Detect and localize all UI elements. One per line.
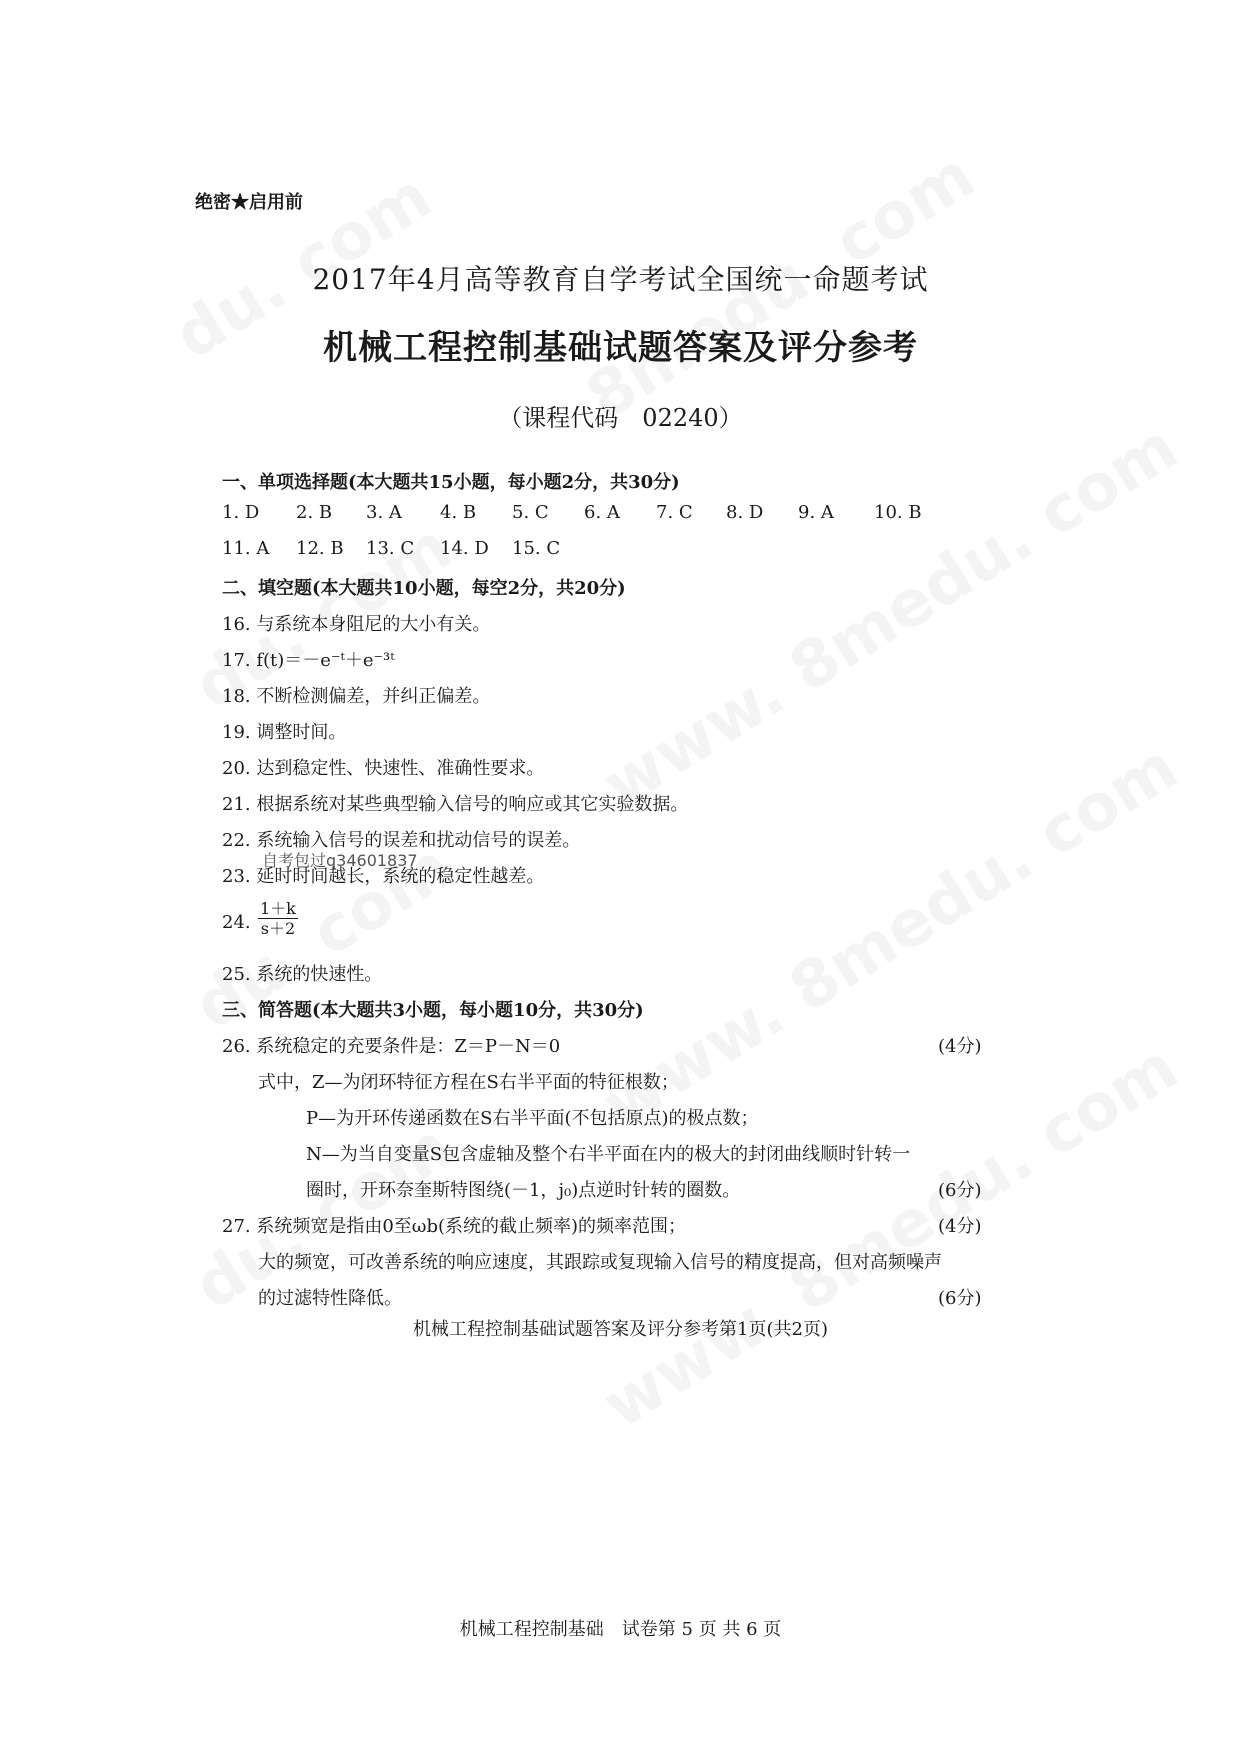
section1-heading: 一、单项选择题(本大题共15小题，每小题2分，共30分) xyxy=(222,472,680,493)
q26-score1: (4分) xyxy=(938,1036,982,1057)
fill-answer-21: 21. 根据系统对某些典型输入信号的响应或其它实验数据。 xyxy=(222,794,689,815)
secret-label: 绝密★启用前 xyxy=(195,192,303,213)
fill-answer-16: 16. 与系统本身阻尼的大小有关。 xyxy=(222,614,491,635)
answer-page-footer: 机械工程控制基础试题答案及评分参考第1页(共2页) xyxy=(413,1319,828,1340)
exam-page-footer: 机械工程控制基础 试卷第 5 页 共 6 页 xyxy=(459,1619,782,1640)
answer-item: 3. A xyxy=(366,502,402,523)
q26-line3: P—为开环传递函数在S右半平面(不包括原点)的极点数； xyxy=(306,1108,759,1129)
document-title: 机械工程控制基础试题答案及评分参考 xyxy=(323,328,918,368)
fraction-denominator: s＋2 xyxy=(260,919,296,938)
exam-title: 2017年4月高等教育自学考试全国统一命题考试 xyxy=(312,263,929,296)
answer-item: 2. B xyxy=(296,502,333,523)
q27-line1: 27. 系统频宽是指由0至ωb(系统的截止频率)的频率范围； xyxy=(222,1216,687,1237)
section3-heading: 三、简答题(本大题共3小题，每小题10分，共30分) xyxy=(222,1000,644,1021)
answer-item: 14. D xyxy=(440,538,489,559)
q26-line1: 26. 系统稳定的充要条件是：Z＝P－N＝0 xyxy=(222,1036,561,1057)
fill-answer-17: 17. f(t)＝－e⁻ᵗ＋e⁻³ᵗ xyxy=(222,650,395,671)
answer-item: 6. A xyxy=(584,502,620,523)
answer-item: 7. C xyxy=(656,502,693,523)
contact-stamp: 自考包过q34601837 xyxy=(262,851,418,870)
answer-item: 13. C xyxy=(366,538,415,559)
q26-line5: 圈时，开环奈奎斯特图绕(－1，j₀)点逆时针转的圈数。 xyxy=(306,1180,741,1201)
fill-answer-19: 19. 调整时间。 xyxy=(222,722,347,743)
answer-item: 15. C xyxy=(512,538,561,559)
fill-answer-23: 23. 延时时间越长，系统的稳定性越差。 xyxy=(222,866,545,887)
fill-answer-18: 18. 不断检测偏差，并纠正偏差。 xyxy=(222,686,491,707)
fill-answer-24-label: 24. xyxy=(222,912,251,933)
answer-item: 12. B xyxy=(296,538,344,559)
fill-answer-24-fraction xyxy=(258,900,298,939)
fraction-numerator: 1＋k xyxy=(260,899,296,918)
answer-item: 1. D xyxy=(222,502,260,523)
answer-item: 4. B xyxy=(440,502,477,523)
q26-line2: 式中，Z—为闭环特征方程在S右半平面的特征根数； xyxy=(258,1072,679,1093)
fill-answer-20: 20. 达到稳定性、快速性、准确性要求。 xyxy=(222,758,545,779)
answer-item: 8. D xyxy=(726,502,764,523)
q27-line3: 的过滤特性降低。 xyxy=(258,1288,402,1309)
q26-score2: (6分) xyxy=(938,1180,982,1201)
answer-item: 9. A xyxy=(798,502,834,523)
answer-item: 11. A xyxy=(222,538,270,559)
q27-line2: 大的频宽，可改善系统的响应速度，其跟踪或复现输入信号的精度提高，但对高频噪声 xyxy=(258,1252,942,1273)
q26-line4: N—为当自变量S包含虚轴及整个右半平面在内的极大的封闭曲线顺时针转一 xyxy=(306,1144,911,1165)
section2-heading: 二、填空题(本大题共10小题，每空2分，共20分) xyxy=(222,578,626,599)
answer-item: 10. B xyxy=(874,502,922,523)
course-code: （课程代码 02240） xyxy=(498,404,743,432)
fill-answer-25: 25. 系统的快速性。 xyxy=(222,964,383,985)
answer-item: 5. C xyxy=(512,502,549,523)
fill-answer-22: 22. 系统输入信号的误差和扰动信号的误差。 xyxy=(222,830,581,851)
q27-score1: (4分) xyxy=(938,1216,982,1237)
q27-score2: (6分) xyxy=(938,1288,982,1309)
